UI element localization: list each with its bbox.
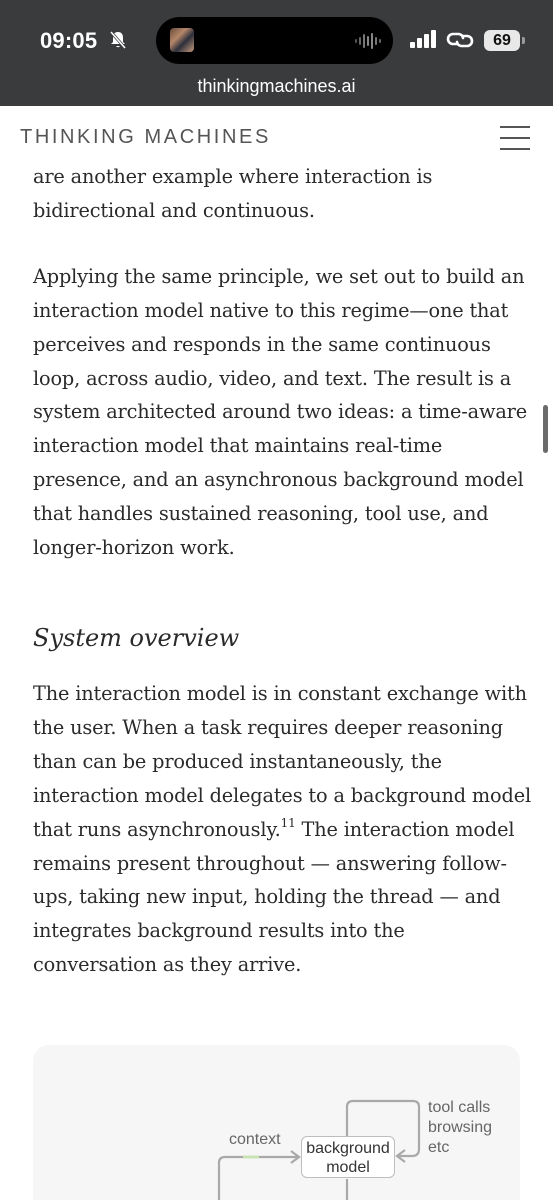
audio-wave-icon: [354, 32, 384, 50]
scrollbar-thumb[interactable]: [543, 405, 548, 453]
paragraph: [33, 260, 533, 565]
text-line: The interaction model is in constant exchange with: [33, 681, 527, 705]
text-line: integrates background results into the: [33, 919, 405, 943]
text-line: conversation as they arrive.: [33, 953, 302, 977]
link-icon: [446, 29, 474, 51]
node-label: model: [326, 1159, 370, 1176]
text-line: interaction model that maintains real-time: [33, 434, 443, 458]
text-line: than can be produced instantaneously, the: [33, 749, 442, 773]
hamburger-menu-icon[interactable]: [500, 126, 530, 150]
tools-label-line: etc: [428, 1139, 450, 1156]
text-line: interaction model delegates to a background model: [33, 783, 531, 807]
status-time: 09:05: [40, 28, 98, 53]
cell-signal-icon: [410, 30, 438, 48]
paragraph: [33, 677, 533, 982]
battery-icon: 69: [484, 30, 520, 51]
node-label: background: [306, 1140, 390, 1157]
text-line: are another example where interaction is: [33, 165, 433, 188]
address-bar-url[interactable]: thinkingmachines.ai: [197, 76, 356, 96]
text-line: that handles sustained reasoning, tool use, and: [33, 502, 489, 526]
app-avatar-icon: [170, 28, 194, 52]
tools-label-line: tool calls: [428, 1099, 491, 1116]
status-bar: [0, 0, 553, 106]
background-model-node: [301, 1136, 395, 1178]
text-line: the user. When a task requires deeper reasoning: [33, 715, 503, 739]
text-line: Applying the same principle, we set out to build an: [33, 264, 525, 288]
text-line: presence, and an asynchronous background model: [33, 468, 524, 492]
text-line: system architected around two ideas: a time-aware: [33, 400, 528, 424]
paragraph: [33, 160, 533, 228]
system-diagram: [33, 1045, 520, 1200]
context-label: context: [229, 1131, 281, 1148]
battery-tip: [522, 37, 525, 44]
text-line: loop, across audio, video, and text. The result is a: [33, 366, 512, 390]
text-span: that runs asynchronously.: [33, 817, 281, 841]
site-brand[interactable]: THINKING MACHINES: [20, 126, 271, 148]
dynamic-island[interactable]: [156, 17, 393, 64]
text-line: longer-horizon work.: [33, 536, 235, 560]
text-line: bidirectional and continuous.: [33, 198, 315, 222]
footnote-link[interactable]: 11: [280, 815, 296, 830]
text-line: ups, taking new input, holding the thread — and: [33, 885, 501, 909]
text-span: The interaction model: [295, 817, 515, 841]
bell-slash-icon: [108, 30, 128, 50]
text-line: interaction model native to this regime—one that: [33, 298, 509, 322]
text-line: perceives and responds in the same continuous: [33, 332, 491, 356]
text-line: [33, 813, 533, 847]
article-body: [33, 160, 533, 982]
tools-label: [428, 1098, 492, 1158]
site-header: [0, 106, 553, 164]
tools-label-line: browsing: [428, 1119, 493, 1136]
section-heading: System overview: [33, 623, 240, 652]
text-line: remains present throughout — answering follow-: [33, 851, 507, 875]
